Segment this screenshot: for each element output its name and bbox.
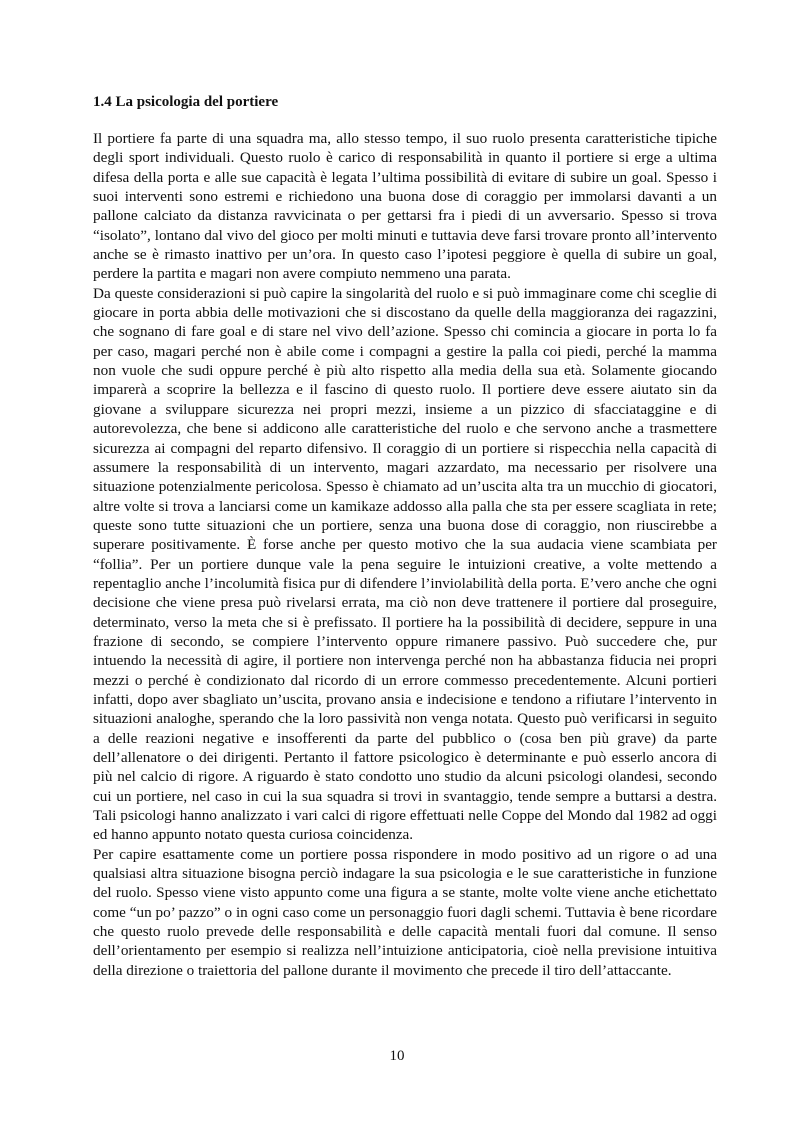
paragraph-psychology: Per capire esattamente come un portiere possa rispondere in modo positivo ad un rigore o ad una qualsiasi altra situazione bisogna perciò indagare la sua psicologia e le sue caratteristiche in funzione del ruolo. Spesso viene visto appunto come una figura a se stante, molte volte viene anche etichettato come “un po’ pazzo” o in ogni caso come un personaggio fuori dagli schemi. Tuttavia è bene ricordare che questo ruolo prevede delle responsabilità e delle capacità mentali fuori dal comune. Il senso dell’orientamento per esempio si realizza nell’intuizione anticipatoria, cioè nella previsione intuitiva della direzione o traiettoria del pallone durante il movimento che precede il tiro dell’attaccante. bbox=[93, 845, 717, 979]
paragraph-considerations: Da queste considerazioni si può capire la singolarità del ruolo e si può immaginare come chi sceglie di giocare in porta abbia delle motivazioni che si discostano da quelle della maggioranza dei ragazzini, che sognano di fare goal e di stare nel vivo dell’azione. Spesso chi comincia a giocare in porta lo fa per caso, magari perché non è abile come i compagni a gestire la palla coi piedi, perché la mamma non vuole che sudi oppure perché è più alto rispetto alla media della sua età. Solamente giocando imparerà a scoprire la bellezza e il fascino di questo ruolo. Il portiere deve essere aiutato sin da giovane a sviluppare sicurezza nei propri mezzi, insieme a un pizzico di sfacciataggine e di autorevolezza, che bene si addicono alle caratteristiche del ruolo e che servono anche a trasmettere sicurezza ai compagni del reparto difensivo. Il coraggio di un portiere si rispecchia nella capacità di assumere la responsabilità di un intervento, magari azzardato, ma necessario per risolvere una situazione potenzialmente pericolosa. Spesso è chiamato ad un’uscita alta tra un mucchio di giocatori, altre volte si trova a lanciarsi come un kamikaze addosso alla palla che sta per essere scagliata in rete; queste sono tutte situazioni che un portiere, senza una buona dose di coraggio, non riuscirebbe a superare positivamente. È forse anche per questo motivo che la sua audacia viene scambiata per “follia”. Per un portiere dunque vale la pena seguire le intuizioni creative, a volte mettendo a repentaglio anche l’incolumità fisica pur di difendere l’inviolabilità della porta. E’vero anche che ogni decisione che viene presa può rivelarsi errata, ma ciò non deve trattenere il portiere dal proseguire, determinato, verso la meta che si è prefissato. Il portiere ha la possibilità di decidere, seppure in una frazione di secondo, se compiere l’intervento oppure rimanere passivo. Può succedere che, pur intuendo la necessità di agire, il portiere non intervenga perché non ha abbastanza fiducia nei propri mezzi o perché è condizionato dal ricordo di un errore commesso precedentemente. Alcuni portieri infatti, dopo aver sbagliato un’uscita, provano ansia e indecisione e tendono a rifiutare l’intervento in situazioni analoghe, sperando che la loro passività non venga notata. Questo può verificarsi in seguito a delle reazioni negative e insofferenti da parte del pubblico o (cosa ben più grave) da parte dell’allenatore o dei dirigenti. Pertanto il fattore psicologico è determinante e può esserlo ancora di più nel calcio di rigore. A riguardo è stato condotto uno studio da alcuni psicologi olandesi, secondo cui un portiere, nel caso in cui la sua squadra si trovi in svantaggio, tende sempre a buttarsi a destra. Tali psicologi hanno analizzato i vari calci di rigore effettuati nelle Coppe del Mondo dal 1982 ad oggi ed hanno appunto notato questa curiosa coincidenza. bbox=[93, 284, 717, 844]
page-body bbox=[93, 92, 717, 980]
page-number: 10 bbox=[389, 1048, 405, 1064]
section-title: 1.4 La psicologia del portiere bbox=[93, 94, 279, 110]
paragraph-intro: Il portiere fa parte di una squadra ma, allo stesso tempo, il suo ruolo presenta caratteristiche tipiche degli sport individuali. Questo ruolo è carico di responsabilità in quanto il portiere si erge a ultima difesa della porta e alle sue capacità è legata l’ultima possibilità di evitare di subire un goal. Spesso i suoi interventi sono estremi e richiedono una buona dose di coraggio per immolarsi davanti a un pallone calciato da distanza ravvicinata o per gettarsi fra i piedi di un avversario. Spesso si trova “isolato”, lontano dal vivo del gioco per molti minuti e tuttavia deve farsi trovare pronto all’intervento anche se è rimasto inattivo per un’ora. In questo caso l’ipotesi peggiore è quella di subire un goal, perdere la partita e magari non avere compiuto nemmeno una parata. bbox=[93, 130, 717, 283]
